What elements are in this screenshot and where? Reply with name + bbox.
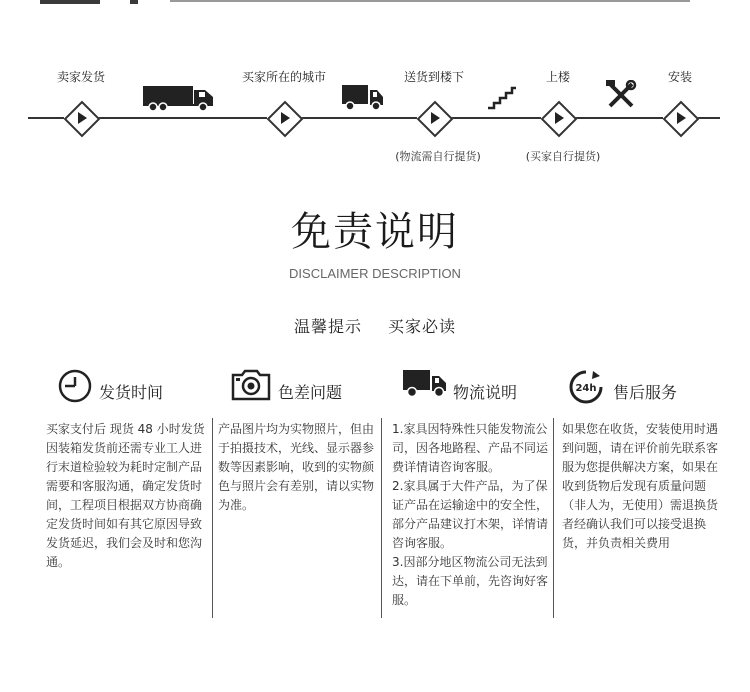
warm-tip — [0, 314, 750, 337]
column-after-sales-body — [562, 420, 722, 553]
column-color-difference-body — [218, 420, 376, 515]
tip-left: 温馨提示 — [293, 317, 362, 336]
note-logistics-pickup: (物流需自行提货) — [395, 150, 481, 163]
disclaimer-title: 免责说明 — [291, 209, 459, 255]
flow-node-2 — [267, 101, 301, 135]
24h-label: 24h — [575, 383, 597, 394]
step-label-seller-ship: 卖家发货 — [56, 70, 106, 84]
disclaimer-subtitle: DISCLAIMER DESCRIPTION — [289, 266, 461, 281]
column-text-3: 3.因部分地区物流公司无法到达，请在下单前，先咨询好客服。 — [392, 555, 549, 607]
column-after-sales-header — [567, 368, 727, 408]
stairs-icon — [486, 84, 518, 110]
column-logistics-body — [392, 420, 550, 610]
flow-node-3 — [417, 101, 451, 135]
camera-icon — [230, 368, 272, 402]
column-text-2: 2.家具属于大件产品，为了保证产品在运输途中的安全性，部分产品建议打木架，详情请咨询客服。 — [392, 479, 549, 550]
column-title: 物流说明 — [453, 383, 518, 402]
column-shipping-time-header — [57, 368, 207, 408]
step-label-buyer-city: 买家所在的城市 — [241, 70, 327, 84]
column-text: 买家支付后 现货 48 小时发货 因装箱发货前还需专业工人进行末道检验较为耗时定制产品需要和客服沟通，确定发货时间，工程项目根据双方协商确定发货时间如有其它原因导致发货延迟，我们会及时和您沟通。 — [46, 422, 205, 569]
column-title: 发货时间 — [99, 383, 164, 402]
step-label-upstairs: 上楼 — [545, 70, 571, 84]
column-shipping-time-body — [46, 420, 206, 572]
top-cropped-strip — [0, 0, 750, 6]
column-divider — [212, 418, 213, 618]
column-logistics-header — [403, 368, 553, 408]
step-label-install: 安装 — [667, 70, 693, 84]
truck-large-icon — [143, 84, 215, 112]
tip-right: 买家必读 — [388, 317, 457, 336]
note-buyer-pickup: (买家自行提货) — [525, 150, 601, 163]
tools-icon — [605, 80, 637, 110]
step-label-deliver-downstairs: 送货到楼下 — [403, 70, 465, 84]
column-divider — [381, 418, 382, 618]
column-text-1: 1.家具因特殊性只能发物流公司，因各地路程、产品不同运费详情请咨询客服。 — [392, 422, 549, 474]
column-divider — [553, 418, 554, 618]
column-text: 产品图片均为实物照片，但由于拍摄技术，光线、显示器参数等因素影响，收到的实物颜色与照片会有差别，请以实物为准。 — [218, 422, 375, 512]
flow-node-4 — [541, 101, 575, 135]
truck-icon — [403, 368, 447, 400]
flow-line — [28, 117, 720, 119]
column-color-difference-header — [230, 368, 380, 408]
column-title: 售后服务 — [613, 383, 678, 402]
column-title: 色差问题 — [278, 383, 343, 402]
24h-service-icon — [567, 368, 605, 406]
truck-small-icon — [342, 84, 384, 112]
flow-node-5 — [663, 101, 697, 135]
column-text: 如果您在收货，安装使用时遇到问题，请在评价前先联系客服为您提供解决方案，如果在收到货物后发现有质量问题（非人为，无使用）需退换货者经确认我们可以接受退换货，并负责相关费用 — [562, 422, 719, 550]
clock-icon — [57, 368, 93, 404]
flow-node-1 — [64, 101, 98, 135]
